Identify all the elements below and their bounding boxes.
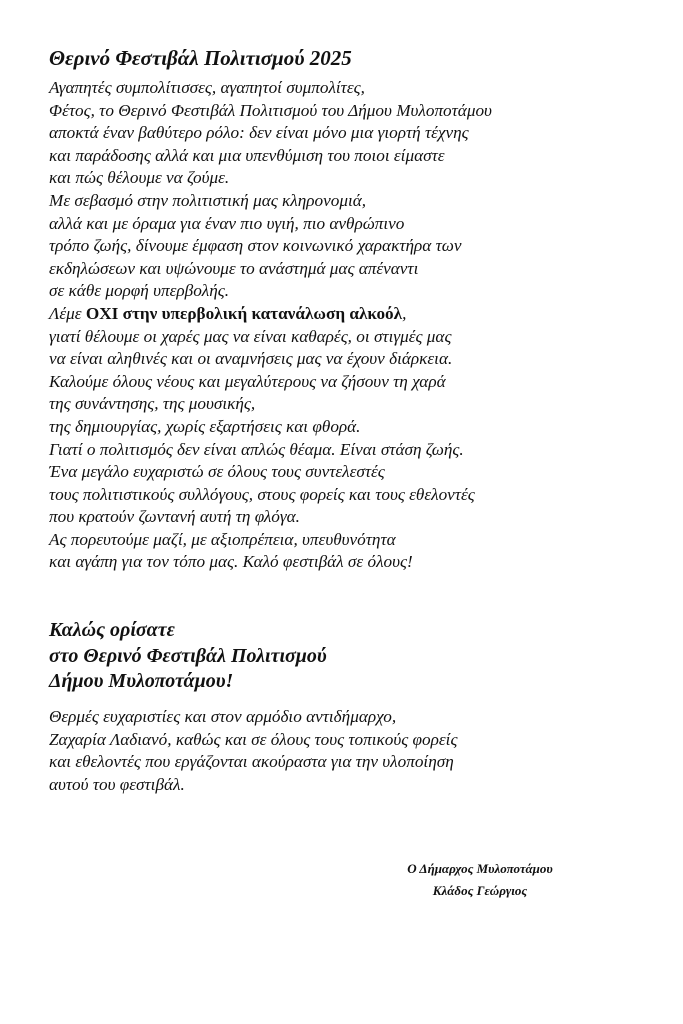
signature-block [360,858,600,902]
thanks-paragraph [49,706,457,796]
welcome-heading-line: στο Θερινό Φεστιβάλ Πολιτισμού [49,644,327,667]
body-line: και παράδοσης αλλά και μια υπενθύμιση του ποιοι είμαστε [49,145,445,165]
thanks-line: και εθελοντές που εργάζονται ακούραστα για την υλοποίηση [49,752,454,772]
emphasis-suffix: , [402,303,407,323]
thanks-line: Θερμές ευχαριστίες και στον αρμόδιο αντιδήμαρχο, [49,707,397,726]
welcome-heading-line: Δήμου Μυλοποτάμου! [49,670,234,692]
body-line: Καλούμε όλους νέους και μεγαλύτερους να ζήσουν τη χαρά [49,371,446,391]
welcome-heading-line: Καλώς ορίσατε [49,619,175,641]
thanks-line: αυτού του φεστιβάλ. [49,774,185,794]
body-line: γιατί θέλουμε οι χαρές μας να είναι καθαρές, οι στιγμές μας [49,326,452,346]
body-line: και πώς θέλουμε να ζούμε. [49,168,230,188]
body-line: της συνάντησης, της μουσικής, [49,394,256,414]
body-line: Αγαπητές συμπολίτισσες, αγαπητοί συμπολίτες, [49,78,365,97]
thanks-line: Ζαχαρία Λαδιανό, καθώς και σε όλους τους τοπικούς φορείς [49,729,458,749]
signature-name: Κλάδος Γεώργιος [432,883,528,898]
body-line: Φέτος, το Θερινό Φεστιβάλ Πολιτισμού του Δήμου Μυλοποτάμου [49,100,492,120]
signature-role: Ο Δήμαρχος Μυλοποτάμου [407,861,553,876]
body-line: αποκτά έναν βαθύτερο ρόλο: δεν είναι μόνο μια γιορτή τέχνης [49,123,469,143]
body-line: της δημιουργίας, χωρίς εξαρτήσεις και φθορά. [49,416,361,436]
emphasis-prefix: Λέμε [49,303,86,323]
body-line: σε κάθε μορφή υπερβολής. [49,281,230,301]
emphasis-line [49,303,492,326]
body-line: τους πολιτιστικούς συλλόγους, στους φορείς και τους εθελοντές [49,484,475,504]
body-line: και αγάπη για τον τόπο μας. Καλό φεστιβάλ σε όλους! [49,552,413,572]
body-line: να είναι αληθινές και οι αναμνήσεις μας να έχουν διάρκεια. [49,349,453,369]
emphasis-bold-text: ΟΧΙ στην υπερβολική κατανάλωση αλκοόλ [85,303,403,323]
welcome-heading [49,618,327,695]
body-line: εκδηλώσεων και υψώνουμε το ανάστημά μας απέναντι [49,258,419,278]
body-line: Ας πορευτούμε μαζί, με αξιοπρέπεια, υπευθυνότητα [49,529,396,549]
body-line: που κρατούν ζωντανή αυτή τη φλόγα. [49,507,300,527]
body-line: Ένα μεγάλο ευχαριστώ σε όλους τους συντελεστές [49,462,385,482]
body-line: Με σεβασμό στην πολιτιστική μας κληρονομιά, [49,190,367,210]
document-title: Θερινό Φεστιβάλ Πολιτισμού 2025 [49,46,352,70]
body-line: Γιατί ο πολιτισμός δεν είναι απλώς θέαμα. Είναι στάση ζωής. [49,439,464,459]
body-line: αλλά και με όραμα για έναν πιο υγιή, πιο ανθρώπινο [49,213,405,233]
message-body [49,77,492,574]
body-line: τρόπο ζωής, δίνουμε έμφαση στον κοινωνικό χαρακτήρα των [49,236,462,256]
